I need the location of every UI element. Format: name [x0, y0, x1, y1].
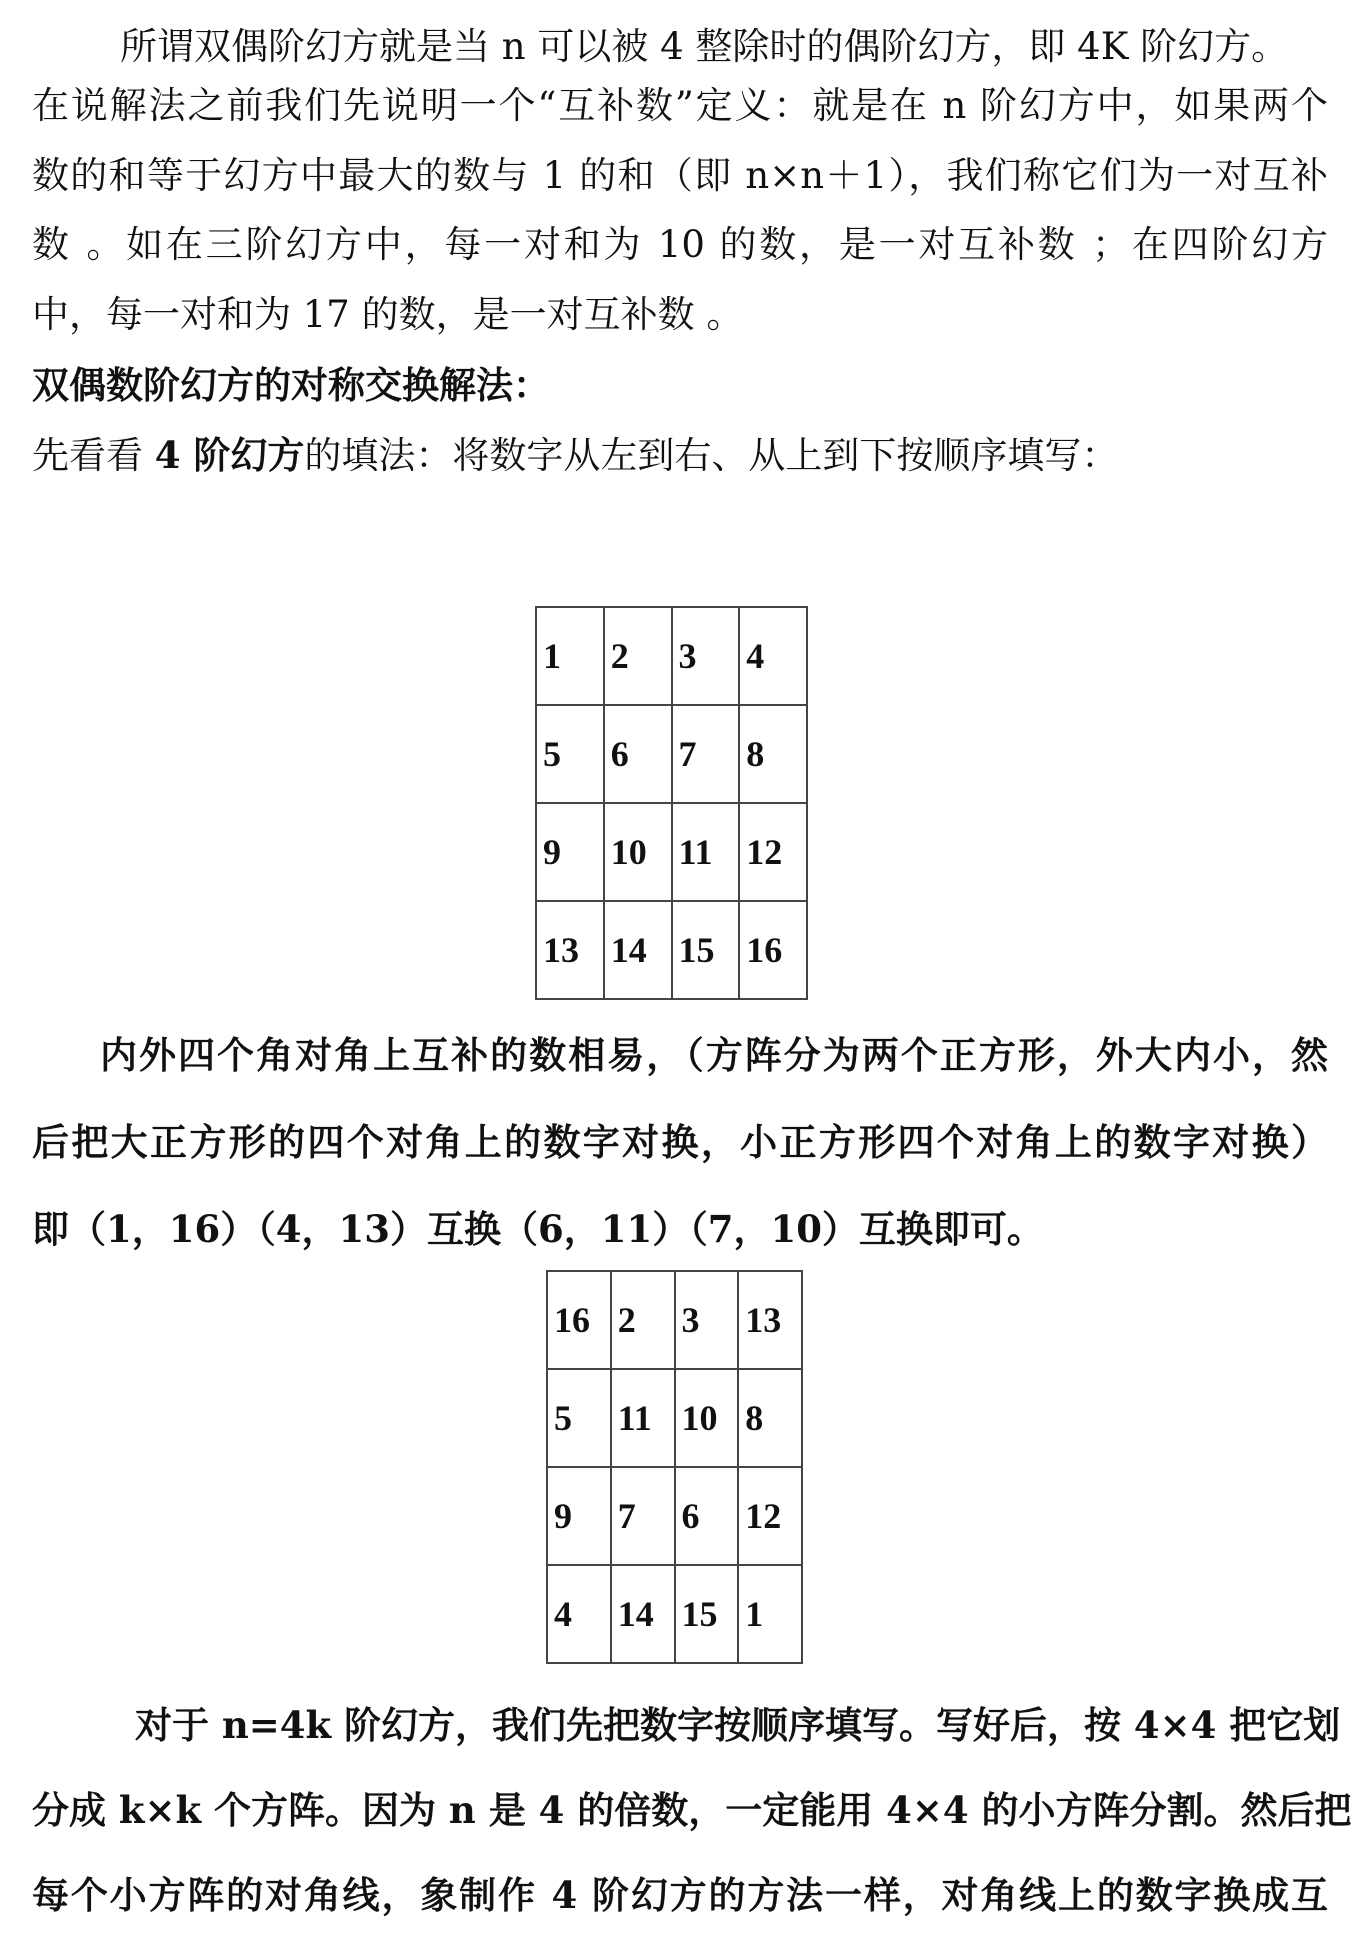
table-cell: 9	[547, 1467, 611, 1565]
table-cell: 12	[739, 803, 807, 901]
table-cell: 10	[675, 1369, 739, 1467]
fill-sentence-start: 先看看	[32, 434, 155, 477]
table-cell: 9	[536, 803, 604, 901]
sequential-square-table	[535, 606, 808, 1000]
intro-line-2: 在说解法之前我们先说明一个“互补数”定义：就是在 n 阶幻方中，如果两个	[32, 84, 1328, 127]
table-cell: 14	[611, 1565, 675, 1663]
table-cell: 10	[604, 803, 672, 901]
swap-line-2: 后把大正方形的四个对角上的数字对换，小正方形四个对角上的数字对换）	[32, 1120, 1328, 1164]
intro-line-5: 中，每一对和为 17 的数，是一对互补数 。	[32, 293, 744, 336]
fill-sentence	[32, 432, 1328, 479]
table-row	[536, 803, 807, 901]
table-cell: 11	[672, 803, 740, 901]
method-line-1: 对于 n=4k 阶幻方，我们先把数字按顺序填写。写好后，按 4×4 把它划	[135, 1703, 1341, 1747]
table-cell: 3	[675, 1271, 739, 1369]
table-cell: 2	[604, 607, 672, 705]
table-cell: 13	[738, 1271, 802, 1369]
table-cell: 4	[547, 1565, 611, 1663]
table-cell: 12	[738, 1467, 802, 1565]
method-line-3: 每个小方阵的对角线，象制作 4 阶幻方的方法一样，对角线上的数字换成互	[32, 1873, 1328, 1917]
table-row	[536, 607, 807, 705]
table-cell: 7	[672, 705, 740, 803]
table-cell: 15	[672, 901, 740, 999]
table-cell: 13	[536, 901, 604, 999]
swap-line-3: 即（1，16）（4，13）互换（6，11）（7，10）互换即可。	[32, 1207, 1044, 1251]
table-cell: 7	[611, 1467, 675, 1565]
table-cell: 8	[738, 1369, 802, 1467]
method-line-2: 分成 k×k 个方阵。因为 n 是 4 的倍数，一定能用 4×4 的小方阵分割。然后把	[32, 1788, 1352, 1832]
table-cell: 5	[547, 1369, 611, 1467]
magic-square-table	[546, 1270, 803, 1664]
fill-sentence-end: 的填法：将数字从左到右、从上到下按顺序填写：	[304, 434, 1119, 477]
table-cell: 1	[738, 1565, 802, 1663]
table-cell: 4	[739, 607, 807, 705]
fill-sentence-bold: 4 阶幻方	[154, 433, 305, 477]
swap-line-1: 内外四个角对角上互补的数相易，（方阵分为两个正方形，外大内小，然	[100, 1033, 1328, 1077]
table-row	[547, 1369, 802, 1467]
table-cell: 14	[604, 901, 672, 999]
intro-line-3: 数的和等于幻方中最大的数与 1 的和（即 n×n＋1），我们称它们为一对互补	[32, 154, 1328, 197]
table-cell: 11	[611, 1369, 675, 1467]
table-row	[547, 1271, 802, 1369]
table-cell: 6	[675, 1467, 739, 1565]
table-cell: 8	[739, 705, 807, 803]
table-row	[547, 1467, 802, 1565]
table-cell: 2	[611, 1271, 675, 1369]
intro-line-1: 所谓双偶阶幻方就是当 n 可以被 4 整除时的偶阶幻方，即 4K 阶幻方。	[120, 25, 1289, 68]
table-cell: 16	[547, 1271, 611, 1369]
table-cell: 15	[675, 1565, 739, 1663]
table-cell: 6	[604, 705, 672, 803]
table-cell: 1	[536, 607, 604, 705]
table-row	[547, 1565, 802, 1663]
table-cell: 16	[739, 901, 807, 999]
section-heading: 双偶数阶幻方的对称交换解法：	[32, 363, 550, 407]
table-row	[536, 901, 807, 999]
table-cell: 5	[536, 705, 604, 803]
table-cell: 3	[672, 607, 740, 705]
intro-line-4: 数 。如在三阶幻方中，每一对和为 10 的数，是一对互补数 ；在四阶幻方	[32, 223, 1328, 266]
table-row	[536, 705, 807, 803]
